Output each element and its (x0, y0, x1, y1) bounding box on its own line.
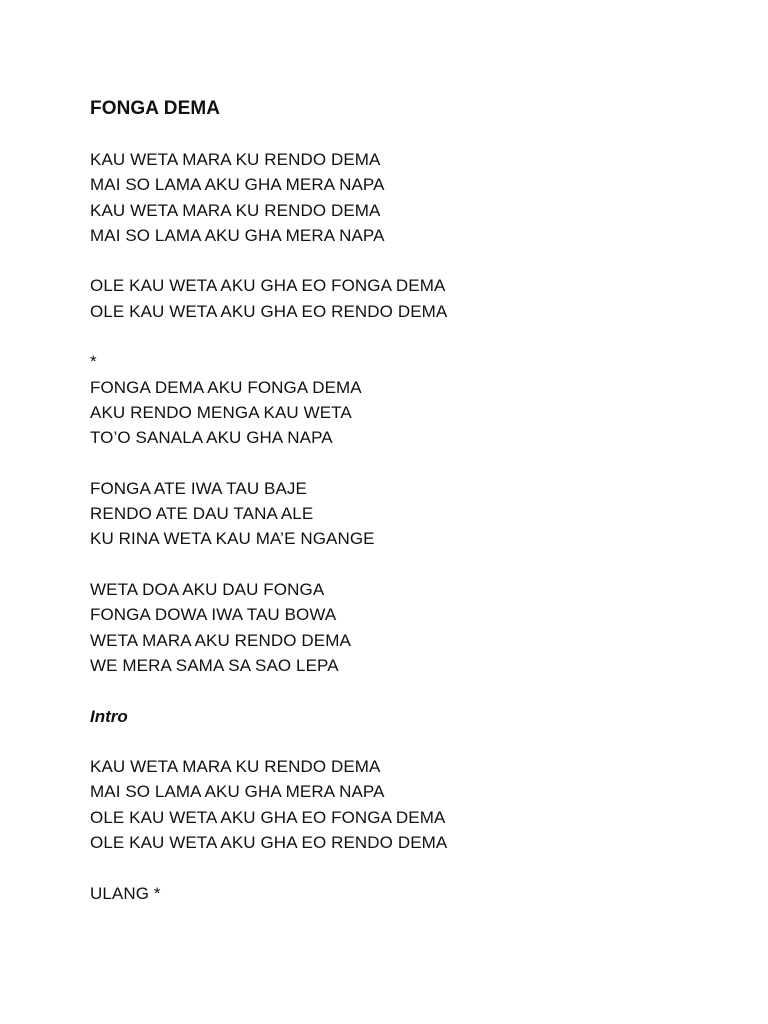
lyric-line: MAI SO LAMA AKU GHA MERA NAPA (90, 225, 385, 245)
lyric-line: WETA DOA AKU DAU FONGA (90, 580, 325, 600)
lyric-line: MAI SO LAMA AKU GHA MERA NAPA (90, 782, 385, 802)
repeat-instruction: ULANG * (90, 883, 161, 903)
lyric-line: KAU WETA MARA KU RENDO DEMA (90, 757, 381, 777)
stanza-gap (90, 855, 710, 880)
stanza-gap (90, 248, 710, 273)
lyric-line: KAU WETA MARA KU RENDO DEMA (90, 200, 381, 220)
lyric-line: FONGA DOWA IWA TAU BOWA (90, 605, 337, 625)
stanza-gap (90, 678, 710, 703)
stanza-2 (90, 273, 710, 324)
document-body (90, 96, 710, 906)
stanza-gap (90, 552, 710, 577)
chorus-marker: * (90, 352, 97, 372)
stanza-3-chorus (90, 349, 710, 450)
lyric-line: WE MERA SAMA SA SAO LEPA (90, 655, 339, 675)
lyric-line: MAI SO LAMA AKU GHA MERA NAPA (90, 175, 385, 195)
song-title: FONGA DEMA (90, 98, 221, 119)
stanza-1 (90, 147, 710, 248)
lyric-line: AKU RENDO MENGA KAU WETA (90, 402, 352, 422)
lyric-line: OLE KAU WETA AKU GHA EO RENDO DEMA (90, 833, 448, 853)
stanza-gap (90, 451, 710, 476)
stanza-5 (90, 577, 710, 678)
stanza-4 (90, 476, 710, 552)
lyric-line: WETA MARA AKU RENDO DEMA (90, 630, 351, 650)
lyric-line: RENDO ATE DAU TANA ALE (90, 504, 314, 524)
lyric-line: KU RINA WETA KAU MA’E NGANGE (90, 529, 375, 549)
stanza-gap (90, 729, 710, 754)
lyric-line: OLE KAU WETA AKU GHA EO FONGA DEMA (90, 276, 446, 296)
section-label-intro: Intro (90, 706, 128, 726)
lyric-line: FONGA ATE IWA TAU BAJE (90, 478, 307, 498)
lyric-line: TO’O SANALA AKU GHA NAPA (90, 428, 333, 448)
stanza-gap (90, 324, 710, 349)
stanza-6 (90, 754, 710, 855)
lyric-line: OLE KAU WETA AKU GHA EO RENDO DEMA (90, 301, 448, 321)
lyric-line: OLE KAU WETA AKU GHA EO FONGA DEMA (90, 807, 446, 827)
closing-stanza (90, 881, 710, 906)
lyric-line: KAU WETA MARA KU RENDO DEMA (90, 150, 381, 169)
lyric-line: FONGA DEMA AKU FONGA DEMA (90, 377, 362, 397)
